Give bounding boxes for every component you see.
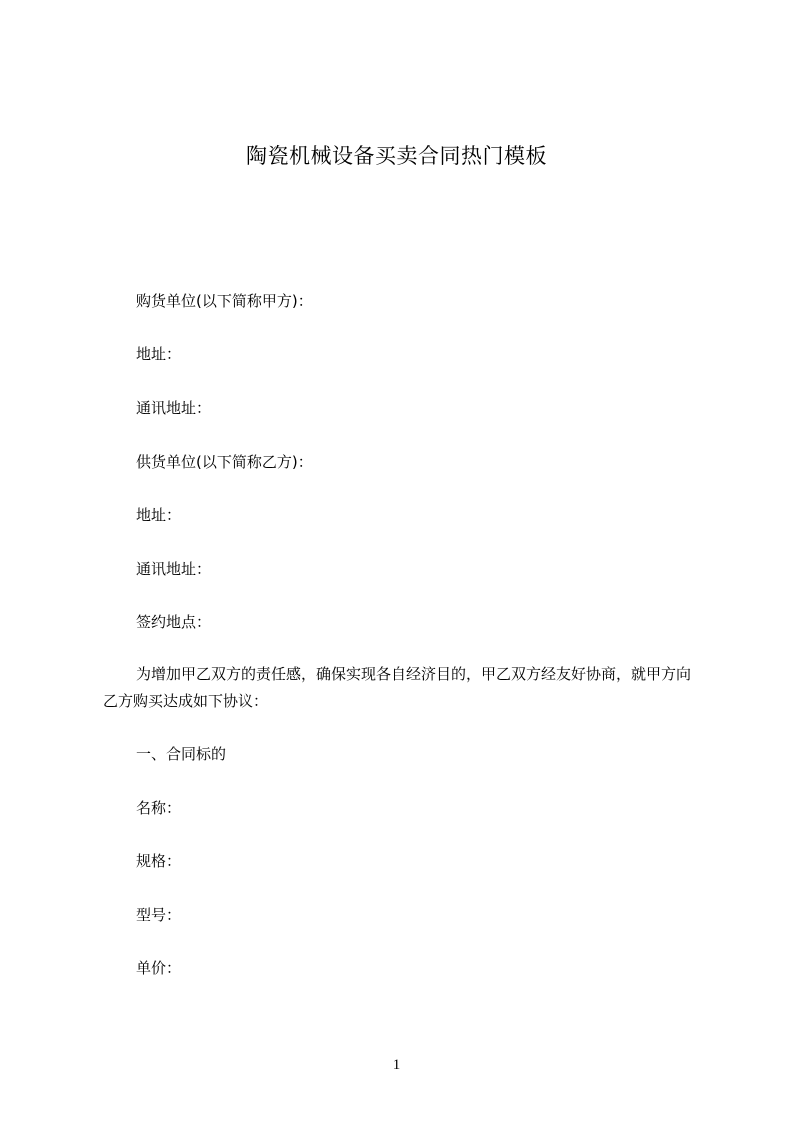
page-number: 1 — [392, 1057, 401, 1073]
item-unit-price-label: 单价： — [136, 959, 182, 977]
buyer-label: 购货单位(以下简称甲方)： — [136, 292, 313, 310]
item-model-label: 型号： — [136, 906, 182, 924]
seller-address-label: 地址： — [136, 506, 182, 524]
seller-label: 供货单位(以下简称乙方)： — [136, 453, 313, 471]
section-heading-contract-subject: 一、合同标的 — [136, 745, 227, 763]
document-title: 陶瓷机械设备买卖合同热门模板 — [246, 144, 547, 168]
item-name-label: 名称： — [136, 799, 182, 817]
buyer-address-label: 地址： — [136, 345, 182, 363]
buyer-mailing-address-label: 通讯地址： — [136, 399, 212, 417]
intro-paragraph: 为增加甲乙双方的责任感，确保实现各自经济目的，甲乙双方经友好协商，就甲方向乙方购买达成如下协议： — [103, 665, 692, 710]
signing-place-label: 签约地点： — [136, 613, 212, 631]
seller-mailing-address-label: 通讯地址： — [136, 560, 212, 578]
item-spec-label: 规格： — [136, 852, 182, 870]
